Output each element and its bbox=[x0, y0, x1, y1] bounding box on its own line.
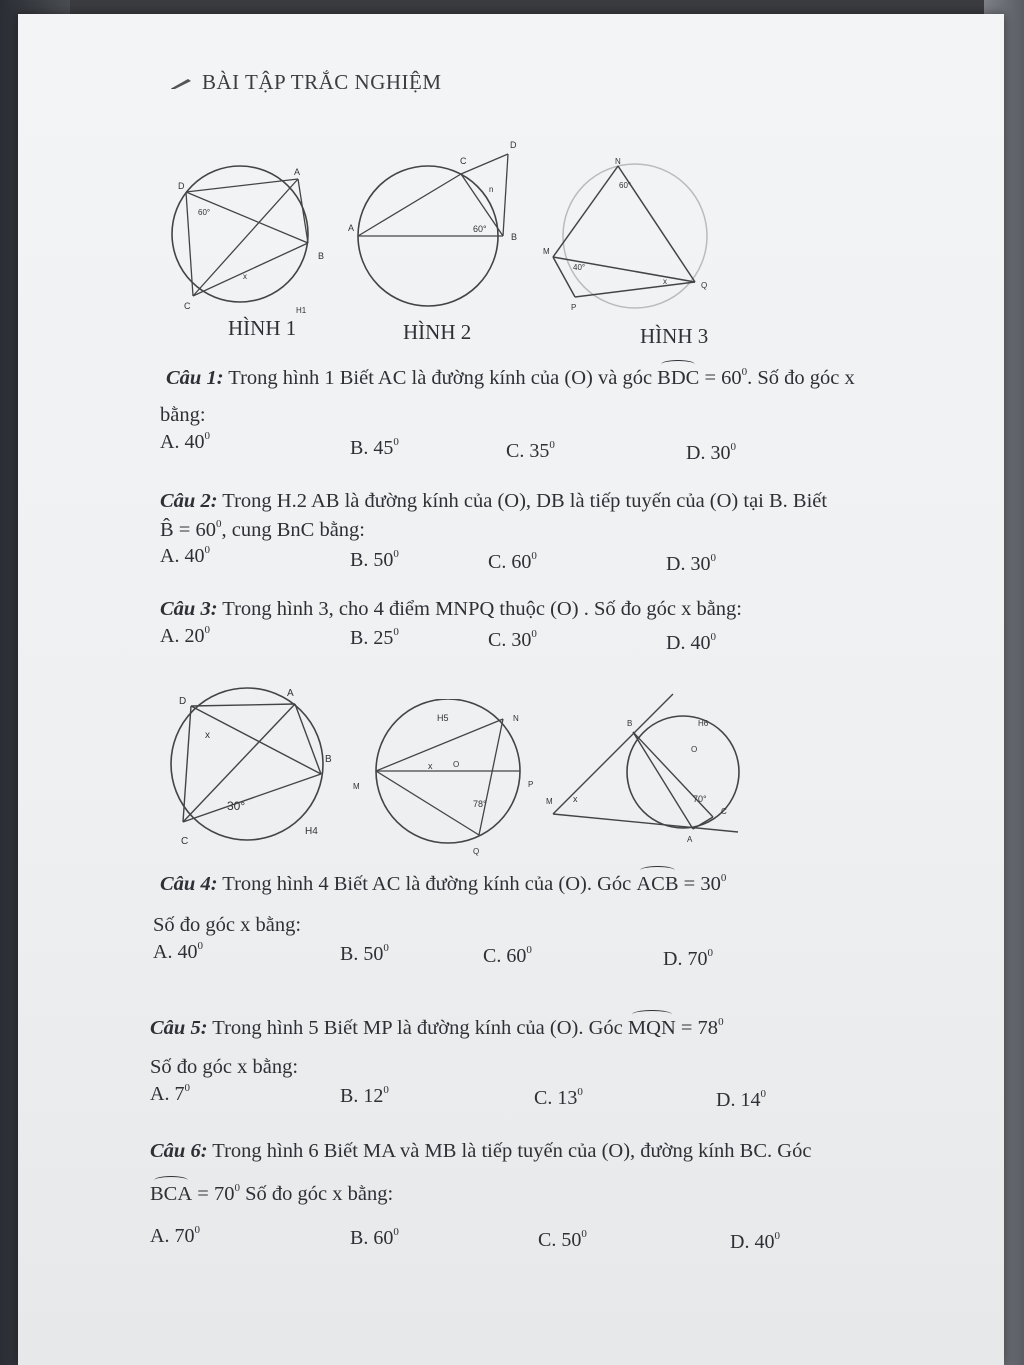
fig5-label-m: M bbox=[353, 782, 360, 791]
question-1-option-d[interactable]: D. $30^0$ bbox=[686, 441, 736, 464]
fig2-label-a: A bbox=[348, 223, 355, 233]
fig5-label-p: P bbox=[528, 780, 534, 789]
fig4-angle-label: 30° bbox=[227, 799, 246, 813]
fig5-label-q: Q bbox=[473, 847, 480, 856]
figure-5 bbox=[353, 699, 543, 859]
question-5-option-a[interactable]: A. $7^0$ bbox=[150, 1082, 190, 1105]
question-2-line-2: B̂ = $60^0$, cung BnC bằng: bbox=[160, 518, 365, 541]
question-1-text-c: . Số đo góc x bbox=[747, 367, 855, 389]
fig3-label-m: M bbox=[543, 247, 550, 256]
fig3-label-n: N bbox=[615, 157, 621, 166]
question-2-line-1 bbox=[160, 490, 827, 513]
fig1-label-b: B bbox=[318, 251, 325, 261]
question-4-arc-acb: ACB bbox=[636, 873, 679, 895]
question-5-option-b[interactable]: B. $12^0$ bbox=[340, 1084, 389, 1107]
fig5-tag: H5 bbox=[437, 713, 449, 723]
fig1-label-a: A bbox=[294, 167, 301, 177]
question-4-option-a[interactable]: A. $40^0$ bbox=[153, 940, 203, 963]
question-5-line-2: Số đo góc x bằng: bbox=[150, 1056, 299, 1078]
fig6-label-c: C bbox=[721, 807, 727, 816]
question-6-text-a: Trong hình 6 Biết MA và MB là tiếp tuyến của (O), đường kính BC. Góc bbox=[207, 1140, 812, 1162]
caption-hinh-3: HÌNH 3 bbox=[640, 324, 709, 348]
figure-6 bbox=[543, 684, 743, 849]
question-4-line-1: Câu 4: Trong hình 4 Biết AC là đường kính của (O). Góc ACB = $30^0$ bbox=[160, 872, 727, 895]
question-4-option-c[interactable]: C. $60^0$ bbox=[483, 944, 532, 967]
fig4-x-label: x bbox=[205, 730, 210, 741]
question-3-option-a[interactable]: A. $20^0$ bbox=[160, 624, 210, 647]
question-6-option-d[interactable]: D. $40^0$ bbox=[730, 1230, 780, 1253]
question-3-option-d[interactable]: D. $40^0$ bbox=[666, 631, 716, 654]
question-6-text-b: = 70 bbox=[192, 1183, 235, 1205]
fig6-angle-label: 70° bbox=[693, 794, 707, 804]
fig1-label-d: D bbox=[178, 181, 185, 191]
question-1-line-1 bbox=[166, 366, 855, 390]
fig4-label-b: B bbox=[325, 754, 332, 765]
question-5-text-a: Trong hình 5 Biết MP là đường kính của (O). Góc bbox=[207, 1017, 628, 1039]
title-text: BÀI TẬP TRẮC NGHIỆM bbox=[202, 70, 442, 94]
question-4-option-b[interactable]: B. $50^0$ bbox=[340, 942, 389, 965]
question-2-option-b[interactable]: B. $50^0$ bbox=[350, 548, 399, 571]
fig2-label-d: D bbox=[510, 140, 517, 150]
question-2-text: Trong H.2 AB là đường kính của (O), DB là tiếp tuyến của (O) tại B. Biết bbox=[217, 490, 828, 512]
fig5-angle-label: 78° bbox=[473, 799, 487, 809]
worksheet-page bbox=[18, 14, 1004, 1365]
fig4-label-a: A bbox=[287, 688, 294, 699]
question-1-text-a: Trong hình 1 Biết AC là đường kính của (O) và góc bbox=[223, 367, 658, 389]
fig1-label-c: C bbox=[184, 301, 191, 311]
question-2-option-c[interactable]: C. $60^0$ bbox=[488, 550, 537, 573]
question-6-text-c: Số đo góc x bằng: bbox=[239, 1183, 394, 1205]
fig1-tag: H1 bbox=[296, 306, 307, 315]
question-3-option-b[interactable]: B. $25^0$ bbox=[350, 626, 399, 649]
fig2-label-b: B bbox=[511, 232, 518, 242]
question-6-option-a[interactable]: A. $70^0$ bbox=[150, 1224, 200, 1247]
fig5-x-label: x bbox=[428, 761, 433, 771]
page-title bbox=[170, 70, 442, 95]
figure-3 bbox=[533, 154, 723, 324]
question-2-angle-b: B̂ = 60 bbox=[160, 519, 216, 541]
question-4-text-a: Trong hình 4 Biết AC là đường kính của (O). Góc bbox=[217, 873, 637, 895]
caption-hinh-1: HÌNH 1 bbox=[228, 316, 297, 340]
question-5-line-1: Câu 5: Trong hình 5 Biết MP là đường kính của (O). Góc MQN = $78^0$ bbox=[150, 1016, 724, 1039]
question-1-lead: Câu 1: bbox=[166, 367, 224, 389]
figure-4 bbox=[163, 684, 363, 854]
figure-2 bbox=[343, 134, 533, 324]
question-6-line-2: BCA = $70^0$ Số đo góc x bằng: bbox=[150, 1182, 394, 1205]
question-6-arc-bca: BCA bbox=[150, 1183, 193, 1205]
fig3-angle-m: 40° bbox=[573, 263, 586, 272]
question-5-arc-mqn: MQN bbox=[627, 1017, 676, 1039]
question-3-text: Trong hình 3, cho 4 điểm MNPQ thuộc (O) . Số đo góc x bằng: bbox=[217, 598, 742, 620]
figure-1 bbox=[158, 149, 328, 319]
question-1-text-b: = 60 bbox=[699, 367, 742, 389]
fig3-x-label: x bbox=[663, 277, 667, 286]
question-2-lead: Câu 2: bbox=[160, 490, 218, 512]
question-1-option-c[interactable]: C. $35^0$ bbox=[506, 439, 555, 462]
fig1-angle-label: 60° bbox=[198, 208, 211, 217]
question-2-text-b: , cung BnC bằng: bbox=[221, 519, 365, 541]
question-2-option-d[interactable]: D. $30^0$ bbox=[666, 552, 716, 575]
fig4-label-d: D bbox=[179, 696, 187, 707]
question-6-option-c[interactable]: C. $50^0$ bbox=[538, 1228, 587, 1251]
fig4-tag: H4 bbox=[305, 826, 318, 837]
fig6-x-label: x bbox=[573, 794, 578, 804]
question-6-option-b[interactable]: B. $60^0$ bbox=[350, 1226, 399, 1249]
question-4-line-2: Số đo góc x bằng: bbox=[153, 914, 302, 936]
question-6-lead: Câu 6: bbox=[150, 1140, 208, 1162]
degree-mark: 0 bbox=[741, 366, 748, 378]
question-6-line-1 bbox=[150, 1140, 811, 1163]
question-5-text-b: = 78 bbox=[675, 1017, 719, 1039]
pencil-icon bbox=[170, 76, 194, 90]
question-4-option-d[interactable]: D. $70^0$ bbox=[663, 947, 713, 970]
caption-hinh-2: HÌNH 2 bbox=[403, 320, 472, 344]
fig6-label-a: A bbox=[687, 835, 693, 844]
question-3-option-c[interactable]: C. $30^0$ bbox=[488, 628, 537, 651]
fig6-label-m: M bbox=[546, 797, 553, 806]
question-1-line-2: bằng: bbox=[160, 404, 206, 426]
question-5-lead: Câu 5: bbox=[150, 1017, 208, 1039]
question-3-lead: Câu 3: bbox=[160, 598, 218, 620]
fig3-label-p: P bbox=[571, 303, 577, 312]
fig6-tag: H6 bbox=[698, 719, 709, 728]
fig3-label-q: Q bbox=[701, 281, 708, 290]
fig4-label-c: C bbox=[181, 836, 189, 847]
fig2-label-c: C bbox=[460, 156, 467, 166]
question-2-option-a[interactable]: A. $40^0$ bbox=[160, 544, 210, 567]
fig5-label-o: O bbox=[453, 760, 460, 769]
fig3-angle-n: 60° bbox=[619, 181, 632, 190]
question-1-option-b[interactable]: B. $45^0$ bbox=[350, 436, 399, 459]
fig2-label-n: n bbox=[489, 185, 494, 194]
question-1-option-a[interactable]: A. $40^0$ bbox=[160, 430, 210, 453]
question-5-option-c[interactable]: C. $13^0$ bbox=[534, 1086, 583, 1109]
question-4-lead: Câu 4: bbox=[160, 873, 218, 895]
question-3-line-1 bbox=[160, 598, 742, 621]
fig2-angle-label: 60° bbox=[473, 224, 487, 234]
fig1-x-label: x bbox=[243, 272, 247, 281]
question-1-arc-bdc: BDC bbox=[657, 367, 700, 389]
question-5-option-d[interactable]: D. $14^0$ bbox=[716, 1088, 766, 1111]
fig6-label-o: O bbox=[691, 745, 698, 754]
fig5-label-n: N bbox=[513, 714, 519, 723]
question-4-text-b: = 30 bbox=[678, 873, 721, 895]
fig6-label-b: B bbox=[627, 719, 633, 728]
